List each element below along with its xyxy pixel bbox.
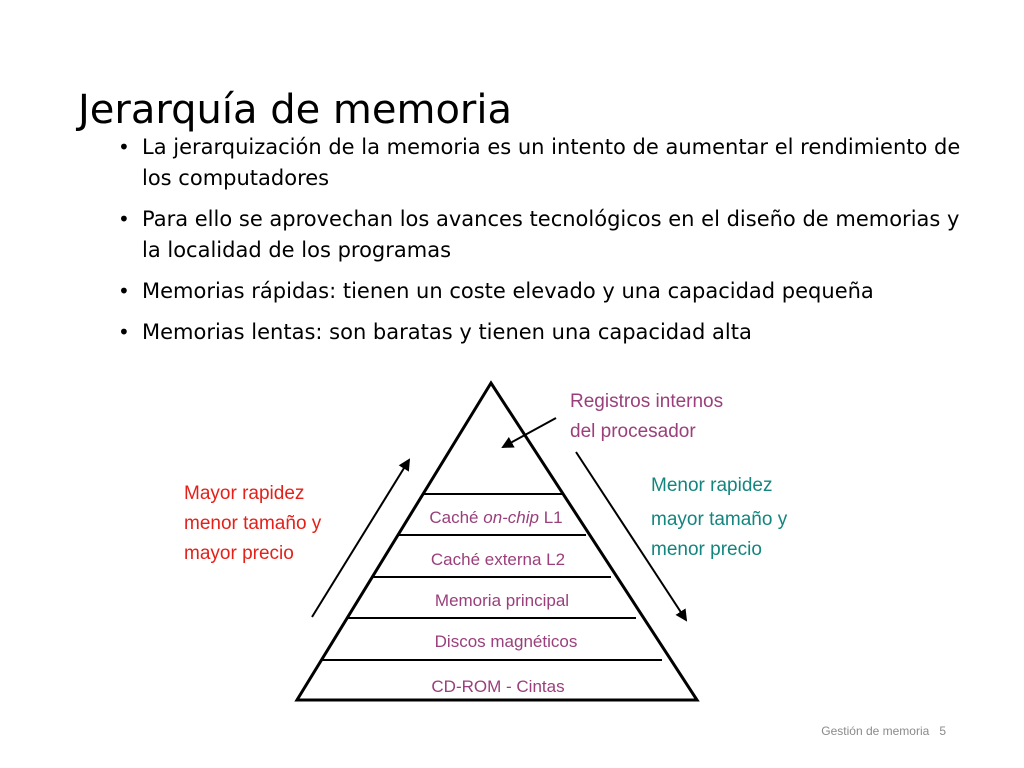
bullet-text: Para ello se aprovechan los avances tecnológicos en el diseño de memorias y la localidad de los programas <box>142 207 960 262</box>
slide-footer <box>821 724 946 738</box>
bullet-icon: • <box>118 320 130 344</box>
bullet-icon: • <box>118 207 130 231</box>
level-label-magnetic-disks: Discos magnéticos <box>434 632 578 651</box>
level-label-l1: Caché on-chip L1 <box>429 508 563 527</box>
level-label-main-memory: Memoria principal <box>434 591 570 610</box>
bullet-icon: • <box>118 135 130 159</box>
page-number: 5 <box>939 724 946 738</box>
level-label-l2: Caché externa L2 <box>430 550 566 569</box>
left-annotation: Mayor rapidez menor tamaño y mayor precio <box>184 483 322 564</box>
footer-text: Gestión de memoria <box>821 724 930 738</box>
bullet-text: Memorias rápidas: tienen un coste elevado y una capacidad pequeña <box>142 279 874 303</box>
slide-title: Jerarquía de memoria <box>78 87 512 133</box>
level-label-cdrom-tapes: CD-ROM - Cintas <box>431 677 565 696</box>
right-annotation: Menor rapidez mayor tamaño y menor precio <box>651 475 788 560</box>
bullet-text: Memorias lentas: son baratas y tienen una capacidad alta <box>142 320 752 344</box>
registers-label: Registros internos del procesador <box>570 391 724 442</box>
bullet-text: La jerarquización de la memoria es un intento de aumentar el rendimiento de los computadores <box>142 135 961 190</box>
bullet-icon: • <box>118 279 130 303</box>
